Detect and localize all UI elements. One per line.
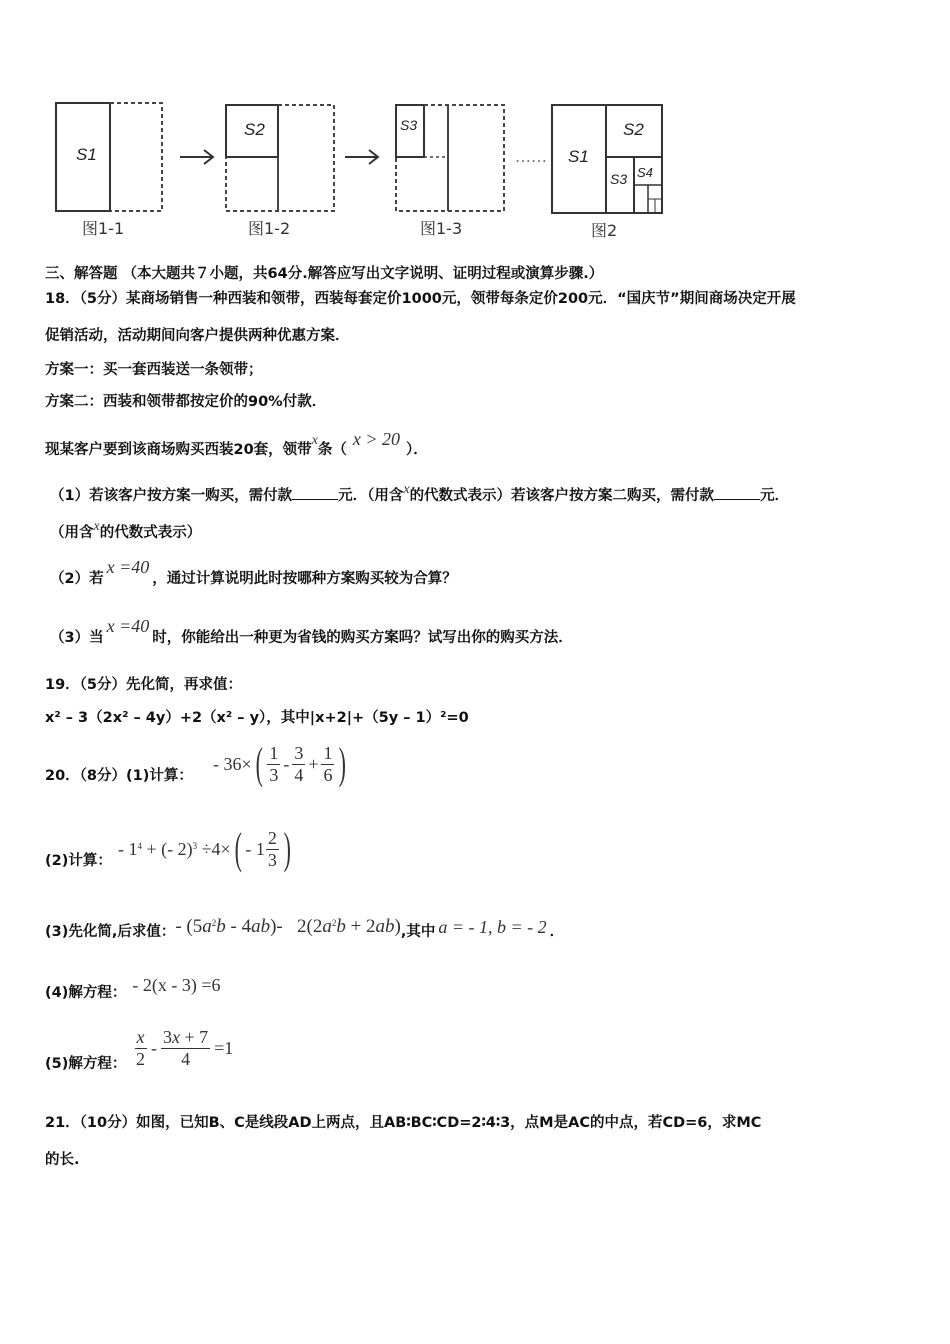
q18-intro-a: 现某客户要到该商场购买西装20套，领带 <box>45 442 312 458</box>
label-s4-fig2: S4 <box>637 165 653 180</box>
q20-p2-label: (2)计算： <box>45 853 112 869</box>
q18-p1-a: （1）若该客户按方案一购买，需付款 <box>50 488 293 504</box>
label-s2-fig1-2: S2 <box>244 120 265 139</box>
q18-part3 <box>50 616 573 647</box>
q18-p1-x2: x <box>93 519 100 534</box>
arrow-1 <box>180 150 213 164</box>
caption-fig1-2: 图1-2 <box>248 219 291 238</box>
figure-row <box>40 95 680 245</box>
q18-line1: 18．（5分）某商场销售一种西装和领带，西装每套定价1000元，领带每条定价200元．“国庆节”期间商场决定开展 <box>45 291 796 307</box>
q20-p1-expr: - 36× ( $\frac{1}{3}$ - $\frac{3}{4}$ + $\frac{1}{6}$ ) <box>213 739 347 788</box>
q18-p3-eq: x =40 <box>106 616 150 636</box>
q20-p4-label: (4)解方程： <box>45 985 127 1001</box>
caption-fig1-3: 图1-3 <box>420 219 463 238</box>
q19-expr: x² – 3（2x² – 4y）+2（x² – y），其中|x+2|+（5y – 1）²=0 <box>45 710 469 726</box>
section-heading: 三、解答题 （本大题共７小题，共64分.解答应写出文字说明、证明过程或演算步骤.） <box>45 266 604 282</box>
q18-part2 <box>50 557 457 588</box>
q18-p2-a: （2）若 <box>50 571 104 587</box>
q18-plan2: 方案二：西装和领带都按定价的90%付款． <box>45 394 327 410</box>
q18-intro-c: ）． <box>406 442 428 458</box>
q20-p5 <box>45 1052 126 1073</box>
q20-p3-label: (3)先化简,后求值： <box>45 924 176 940</box>
q18-blank-2[interactable] <box>714 485 760 500</box>
q18-part1-cont <box>50 521 201 542</box>
q18-p1-f: 的代数式表示） <box>99 525 202 541</box>
q18-line2: 促销活动，活动期间向客户提供两种优惠方案． <box>45 328 350 344</box>
q18-p2-eq: x =40 <box>106 557 150 577</box>
q20-p3 <box>45 916 565 942</box>
q19-line1: 19．（5分）先化简，再求值： <box>45 677 243 693</box>
q18-p1-x: x <box>403 482 410 497</box>
q20-p4-expr: - 2(x - 3) =6 <box>132 975 221 995</box>
q20-p1 <box>45 764 193 785</box>
q18-plan1: 方案一：买一套西装送一条领带； <box>45 362 263 378</box>
q18-p1-d: 元． <box>760 488 790 504</box>
label-s1-fig1-1: S1 <box>76 145 97 164</box>
q20-p5-expr: $\frac{x}{2}$ - $\frac{3x + 7}{4}$ =1 <box>136 1026 234 1069</box>
q18-p2-b: ，通过计算说明此时按哪种方案购买较为合算？ <box>152 571 457 587</box>
q18-cond: x > 20 <box>352 429 401 449</box>
q20-p3-vals: a = - 1, b = - 2 <box>438 917 547 937</box>
label-s2-fig2: S2 <box>623 120 644 139</box>
q18-blank-1[interactable] <box>292 485 338 500</box>
label-s3-fig1-3: S3 <box>400 117 418 133</box>
q18-intro-b: 条（ <box>317 442 347 458</box>
figure-diagram <box>40 95 680 245</box>
q21-line2: 的长. <box>45 1152 80 1168</box>
q20-p4 <box>45 975 221 1002</box>
q20-p3-end: ． <box>549 924 565 940</box>
q20-p1-label: 20．（8分）(1)计算： <box>45 768 193 784</box>
q18-p3-a: （3）当 <box>50 630 104 646</box>
q20-p3-expr: - $(5a^2b - 4ab)-$ $2(2a^2b + 2ab)$ <box>175 916 401 937</box>
caption-fig2: 图2 <box>591 221 618 240</box>
figure-dots: …… <box>515 147 547 166</box>
q18-intro <box>45 429 428 459</box>
caption-fig1-1: 图1-1 <box>82 219 125 238</box>
arrow-2 <box>345 150 378 164</box>
q21-line1: 21．（10分）如图，已知B、C是线段AD上两点，且AB∶BC∶CD=2∶4∶3，点M是AC的中点，若CD=6，求MC <box>45 1115 762 1131</box>
q20-p2-expr: - $1^4$ + (- 2)$^3$ ÷4× ( - 1 $\frac{2}{3}$ ) <box>118 824 291 873</box>
figure-1-1 <box>56 103 162 211</box>
q18-p3-b: 时，你能给出一种更为省钱的购买方案吗？试写出你的购买方法． <box>152 630 573 646</box>
q20-p5-label: (5)解方程： <box>45 1056 127 1072</box>
label-s3-fig2: S3 <box>610 171 628 187</box>
q18-p1-b: 元．（用含 <box>338 488 404 504</box>
label-s1-fig2: S1 <box>568 147 589 166</box>
q18-p1-e: （用含 <box>50 525 94 541</box>
q18-var-x: x <box>311 433 318 448</box>
q18-p1-c: 的代数式表示）若该客户按方案二购买，需付款 <box>409 488 715 504</box>
q20-p2 <box>45 849 112 870</box>
figure-1-2 <box>226 105 334 211</box>
q18-part1 <box>50 484 789 505</box>
q20-p3-where: ,其中 <box>400 924 436 940</box>
